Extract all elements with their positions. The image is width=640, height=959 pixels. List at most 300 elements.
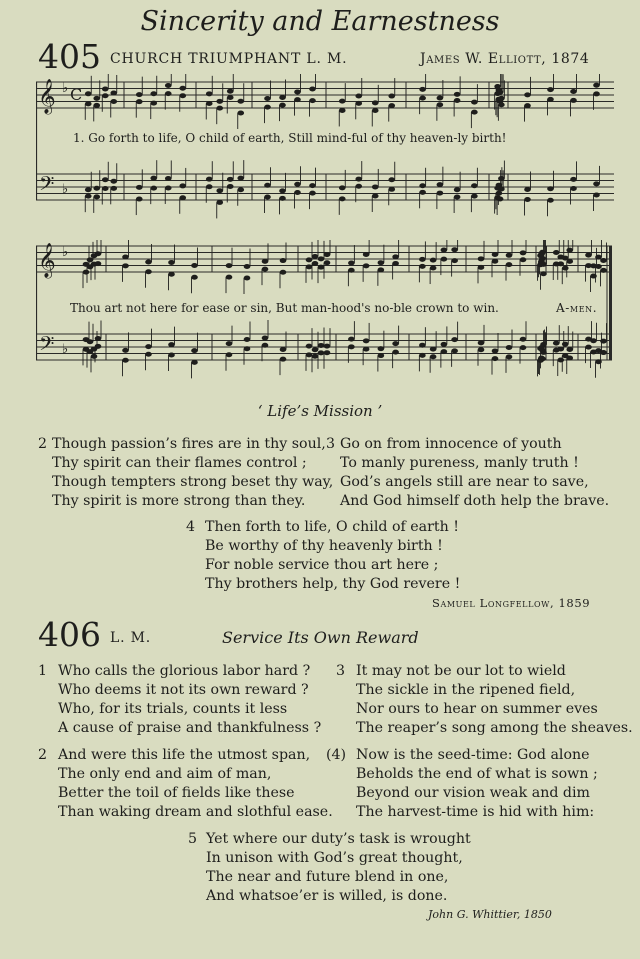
note-head: [363, 347, 370, 352]
note-head: [471, 183, 478, 188]
verse-line: Who, for its trials, counts it less: [58, 701, 288, 717]
note-head: [216, 188, 223, 193]
note-head: [227, 184, 234, 189]
note-head: [309, 87, 316, 92]
verse-line: And were this life the utmost span,: [58, 747, 311, 763]
note-head: [520, 337, 527, 342]
note-head: [378, 353, 385, 358]
note-head: [87, 339, 94, 344]
note-head: [392, 341, 399, 346]
verse-line: The sickle in the ripened field,: [356, 682, 576, 698]
note-head: [122, 348, 129, 353]
note-head: [478, 347, 485, 352]
hymn-406-meter: L. M.: [110, 630, 151, 646]
note-head: [524, 92, 531, 97]
verse-line: The only end and aim of man,: [58, 766, 272, 782]
note-head: [145, 259, 152, 264]
bass-clef-icon: 𝄢: [39, 332, 55, 360]
music-system-1: [36, 74, 616, 224]
note-head: [570, 89, 577, 94]
note-head: [520, 345, 527, 350]
note-head: [520, 250, 527, 255]
note-head: [570, 186, 577, 191]
verse-number: 3: [326, 436, 336, 452]
note-head: [570, 177, 577, 182]
note-head: [585, 345, 592, 350]
note-head: [339, 196, 346, 201]
note-head: [441, 349, 448, 354]
note-head: [348, 261, 355, 266]
note-head: [191, 348, 198, 353]
note-head: [85, 194, 92, 199]
note-head: [279, 188, 286, 193]
flat-icon: ♭: [62, 342, 69, 357]
note-head: [506, 253, 513, 258]
note-head: [437, 182, 444, 187]
note-head: [593, 192, 600, 197]
note-head: [93, 96, 100, 101]
hymn-405-composer: James W. Elliott, 1874: [420, 51, 590, 67]
note-head: [168, 342, 175, 347]
note-head: [145, 344, 152, 349]
note-head: [312, 254, 319, 259]
note-head: [547, 186, 554, 191]
note-head: [419, 87, 426, 92]
verse-line: The harvest-time is hid with him:: [356, 804, 595, 820]
note-head: [191, 360, 198, 365]
note-head: [294, 89, 301, 94]
verse-line: Though passion’s fires are in thy soul,: [52, 436, 326, 452]
note-head: [600, 268, 607, 273]
note-head: [237, 99, 244, 104]
note-head: [524, 103, 531, 108]
note-head: [566, 248, 573, 253]
note-head: [227, 95, 234, 100]
note-head: [216, 106, 223, 111]
note-head: [419, 343, 426, 348]
note-head: [237, 187, 244, 192]
note-head: [520, 257, 527, 262]
note-head: [93, 186, 100, 191]
note-head: [363, 263, 370, 268]
verse-line: To manly pureness, manly truth !: [340, 455, 579, 471]
hymn-406-author: John G. Whittier, 1850: [428, 908, 552, 921]
note-head: [430, 266, 437, 271]
note-head: [83, 270, 90, 275]
note-head: [318, 343, 325, 348]
note-head: [478, 256, 485, 261]
note-head: [498, 102, 505, 107]
note-head: [595, 264, 602, 269]
note-head: [471, 194, 478, 199]
note-head: [430, 347, 437, 352]
note-head: [206, 184, 213, 189]
note-head: [122, 263, 129, 268]
note-head: [312, 261, 319, 266]
note-head: [388, 94, 395, 99]
note-head: [165, 91, 172, 96]
note-head: [150, 101, 157, 106]
hymn-405-subtitle: ‘ Life’s Mission ’: [257, 402, 383, 420]
note-head: [91, 354, 98, 359]
verse-line: Nor ours to hear on summer eves: [356, 701, 598, 717]
note-head: [191, 275, 198, 280]
note-head: [216, 200, 223, 205]
note-head: [206, 91, 213, 96]
hymn-405-number: 405: [38, 37, 101, 76]
hymn-405-tune: CHURCH TRIUMPHANT L. M.: [110, 51, 348, 67]
note-head: [595, 255, 602, 260]
note-head: [122, 254, 129, 259]
note-head: [492, 259, 499, 264]
note-head: [226, 275, 233, 280]
note-head: [363, 338, 370, 343]
note-head: [585, 253, 592, 258]
note-head: [279, 95, 286, 100]
note-head: [244, 264, 251, 269]
note-head: [262, 267, 269, 272]
note-head: [339, 108, 346, 113]
verse-line: Thy spirit is more strong than they.: [52, 493, 306, 509]
verse-number: 1: [38, 663, 48, 679]
note-head: [168, 272, 175, 277]
note-head: [179, 93, 186, 98]
note-head: [226, 263, 233, 268]
verse-line: Beholds the end of what is sown ;: [356, 766, 598, 782]
note-head: [437, 96, 444, 101]
note-head: [150, 176, 157, 181]
hymn-406-title: Service Its Own Reward: [222, 628, 419, 647]
note-head: [547, 97, 554, 102]
note-head: [85, 91, 92, 96]
note-head: [419, 257, 426, 262]
note-head: [557, 261, 564, 266]
note-head: [95, 344, 102, 349]
verse-number: 2: [38, 436, 48, 452]
verse-number: 2: [38, 747, 48, 763]
note-head: [294, 97, 301, 102]
note-head: [179, 195, 186, 200]
note-head: [95, 261, 102, 266]
note-head: [540, 271, 547, 276]
page-title: Sincerity and Earnestness: [140, 6, 500, 37]
verse-line: The near and future blend in one,: [206, 869, 449, 885]
note-head: [593, 181, 600, 186]
note-head: [318, 265, 325, 270]
verse-line: Thy spirit can their flames control ;: [52, 455, 307, 471]
verse-line: Now is the seed-time: God alone: [356, 747, 590, 763]
note-head: [95, 336, 102, 341]
note-head: [478, 265, 485, 270]
note-head: [388, 103, 395, 108]
note-head: [280, 270, 287, 275]
note-head: [324, 252, 331, 257]
note-head: [378, 267, 385, 272]
note-head: [226, 352, 233, 357]
note-head: [454, 187, 461, 192]
note-head: [441, 257, 448, 262]
note-head: [537, 358, 544, 363]
note-head: [216, 99, 223, 104]
note-head: [102, 93, 109, 98]
note-head: [226, 341, 233, 346]
note-head: [430, 354, 437, 359]
note-head: [348, 337, 355, 342]
verse-number: 3: [336, 663, 346, 679]
note-head: [392, 254, 399, 259]
note-head: [562, 342, 569, 347]
note-head: [312, 347, 319, 352]
treble-clef-icon: 𝄞: [38, 79, 56, 114]
note-head: [85, 101, 92, 106]
note-head: [547, 198, 554, 203]
note-head: [537, 346, 544, 351]
note-head: [506, 354, 513, 359]
note-head: [441, 248, 448, 253]
note-head: [102, 87, 109, 92]
note-head: [179, 183, 186, 188]
verse-line: Go on from innocence of youth: [340, 436, 562, 452]
note-head: [85, 187, 92, 192]
note-head: [165, 176, 172, 181]
note-head: [179, 86, 186, 91]
verse-line: Beyond our vision weak and dim: [356, 785, 591, 801]
note-head: [262, 336, 269, 341]
note-head: [355, 184, 362, 189]
verse-line: And whatsoe’er is willed, is done.: [206, 888, 448, 904]
note-head: [570, 98, 577, 103]
note-head: [537, 253, 544, 258]
note-head: [363, 252, 370, 257]
note-head: [306, 352, 313, 357]
note-head: [419, 190, 426, 195]
note-head: [280, 347, 287, 352]
verse-line: Who calls the glorious labor hard ?: [58, 663, 311, 679]
note-head: [557, 358, 564, 363]
verse-line: A cause of praise and thankfulness ?: [58, 720, 322, 736]
note-head: [441, 342, 448, 347]
note-head: [306, 257, 313, 262]
final-barline: [609, 246, 612, 360]
verse-line: And God himself doth help the brave.: [340, 493, 610, 509]
verse-line: Than waking dream and slothful ease.: [58, 804, 333, 820]
note-head: [145, 352, 152, 357]
flat-icon: ♭: [62, 81, 69, 96]
note-head: [437, 191, 444, 196]
note-head: [348, 268, 355, 273]
note-head: [110, 179, 117, 184]
note-head: [566, 259, 573, 264]
verse-line: In unison with God’s great thought,: [206, 850, 463, 866]
note-head: [306, 264, 313, 269]
note-head: [324, 344, 331, 349]
note-head: [430, 258, 437, 263]
note-head: [262, 259, 269, 264]
note-head: [168, 353, 175, 358]
note-head: [355, 177, 362, 182]
note-head: [136, 197, 143, 202]
note-head: [471, 100, 478, 105]
note-head: [306, 344, 313, 349]
verse-line: Yet where our duty’s task is wrought: [206, 831, 471, 847]
note-head: [168, 260, 175, 265]
note-head: [566, 347, 573, 352]
note-head: [451, 247, 458, 252]
bass-clef-icon: 𝄢: [39, 172, 55, 200]
note-head: [318, 256, 325, 261]
flat-icon: ♭: [62, 182, 69, 197]
note-head: [600, 350, 607, 355]
note-head: [110, 186, 117, 191]
note-head: [136, 92, 143, 97]
note-head: [492, 252, 499, 257]
note-head: [590, 338, 597, 343]
note-head: [498, 96, 505, 101]
note-head: [110, 90, 117, 95]
note-head: [553, 250, 560, 255]
note-head: [537, 262, 544, 267]
common-time-icon: C: [70, 85, 83, 104]
note-head: [93, 103, 100, 108]
note-head: [102, 186, 109, 191]
note-head: [93, 194, 100, 199]
note-head: [454, 98, 461, 103]
note-head: [553, 341, 560, 346]
note-head: [471, 110, 478, 115]
note-head: [191, 263, 198, 268]
note-head: [102, 177, 109, 182]
note-head: [378, 346, 385, 351]
note-head: [87, 257, 94, 262]
note-head: [264, 105, 271, 110]
note-head: [264, 96, 271, 101]
verse-line: Then forth to life, O child of earth !: [205, 519, 459, 535]
flat-icon: ♭: [62, 245, 69, 260]
note-head: [165, 83, 172, 88]
note-head: [294, 182, 301, 187]
note-head: [309, 183, 316, 188]
note-head: [237, 176, 244, 181]
hymn-405-lyrics-line-1: 1. Go forth to life, O child of earth, Still mind-ful of thy heaven-ly birth!: [73, 131, 507, 145]
note-head: [227, 89, 234, 94]
note-head: [593, 83, 600, 88]
verse-line: Better the toil of fields like these: [58, 785, 295, 801]
note-head: [136, 99, 143, 104]
note-head: [95, 251, 102, 256]
note-head: [437, 102, 444, 107]
note-head: [339, 185, 346, 190]
note-head: [378, 260, 385, 265]
treble-clef-icon: 𝄞: [38, 243, 56, 278]
note-head: [419, 183, 426, 188]
note-head: [279, 103, 286, 108]
note-head: [312, 354, 319, 359]
note-head: [355, 101, 362, 106]
note-head: [244, 275, 251, 280]
verse-line: The reaper’s song among the sheaves.: [356, 720, 633, 736]
note-head: [309, 191, 316, 196]
note-head: [206, 101, 213, 106]
note-head: [419, 264, 426, 269]
note-head: [451, 337, 458, 342]
note-head: [309, 98, 316, 103]
verse-line: Thy brothers help, thy God revere !: [205, 576, 461, 592]
verse-line: Who deems it not its own reward ?: [58, 682, 309, 698]
note-head: [279, 196, 286, 201]
note-head: [110, 99, 117, 104]
verse-number: 4: [186, 519, 196, 535]
note-head: [372, 100, 379, 105]
note-head: [492, 348, 499, 353]
note-head: [244, 337, 251, 342]
verse-number: 5: [188, 831, 198, 847]
verse-line: For noble service thou art here ;: [205, 557, 439, 573]
note-head: [264, 183, 271, 188]
note-head: [318, 350, 325, 355]
note-head: [593, 91, 600, 96]
note-head: [492, 356, 499, 361]
note-head: [264, 195, 271, 200]
note-head: [497, 196, 504, 201]
note-head: [498, 176, 505, 181]
verse-line: It may not be our lot to wield: [356, 663, 566, 679]
note-head: [419, 353, 426, 358]
note-head: [294, 190, 301, 195]
note-head: [339, 99, 346, 104]
note-head: [547, 87, 554, 92]
note-head: [419, 96, 426, 101]
note-head: [478, 340, 485, 345]
note-head: [372, 108, 379, 113]
note-head: [388, 177, 395, 182]
note-head: [562, 266, 569, 271]
note-head: [348, 344, 355, 349]
note-head: [451, 348, 458, 353]
note-head: [122, 358, 129, 363]
note-head: [566, 355, 573, 360]
note-head: [324, 350, 331, 355]
verse-number: (4): [326, 747, 347, 763]
note-head: [237, 110, 244, 115]
note-head: [355, 94, 362, 99]
note-head: [372, 184, 379, 189]
note-head: [600, 339, 607, 344]
hymn-406-number: 406: [38, 615, 101, 654]
note-head: [524, 197, 531, 202]
hymn-405-amen: A-men.: [556, 301, 598, 315]
note-head: [324, 260, 331, 265]
verse-line: God’s angels still are near to save,: [340, 474, 589, 490]
note-head: [497, 90, 504, 95]
note-head: [524, 187, 531, 192]
note-head: [392, 350, 399, 355]
note-head: [454, 194, 461, 199]
note-head: [372, 194, 379, 199]
note-head: [165, 185, 172, 190]
hymn-405-author: Samuel Longfellow, 1859: [432, 596, 591, 610]
note-head: [136, 185, 143, 190]
verse-line: Though tempters strong beset thy way,: [52, 474, 334, 490]
note-head: [262, 343, 269, 348]
note-head: [557, 347, 564, 352]
note-head: [280, 357, 287, 362]
note-head: [600, 258, 607, 263]
note-head: [454, 92, 461, 97]
note-head: [206, 177, 213, 182]
note-head: [451, 258, 458, 263]
note-head: [227, 177, 234, 182]
note-head: [392, 261, 399, 266]
